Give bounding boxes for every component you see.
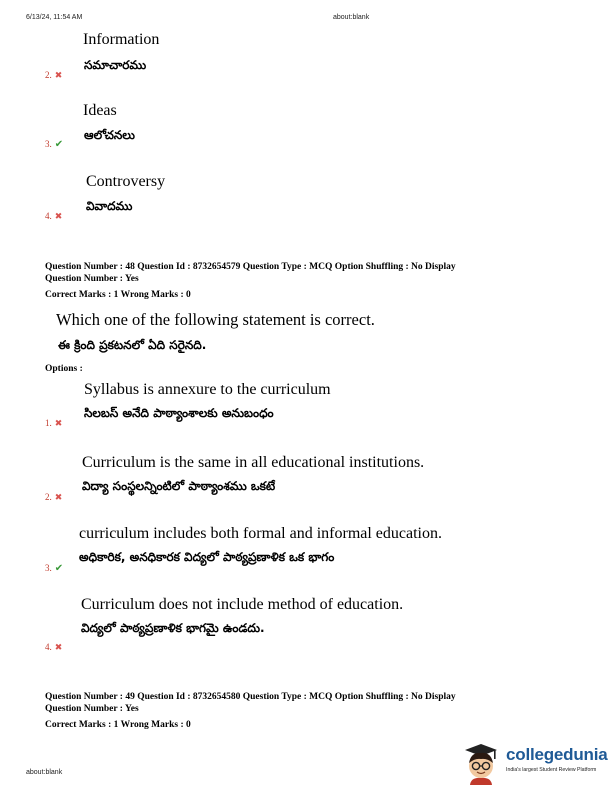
q48-question-english: Which one of the following statement is correct.: [56, 310, 375, 329]
q48-option-4-number: 4. ✖: [45, 642, 63, 653]
correct-check-icon: ✔: [54, 563, 64, 574]
q48-option-2-telugu: విద్యా సంస్థలన్నింటిలో పాఠ్యాంశము ఒకటే: [82, 479, 276, 493]
q48-option-3-number: 3. ✔: [45, 563, 64, 574]
print-url: about:blank: [333, 14, 370, 21]
q48-option-2-english: Curriculum is the same in all educational institutions.: [82, 454, 425, 471]
wrong-icon: ✖: [54, 419, 63, 429]
q49-meta-line2: Question Number : Yes: [45, 704, 139, 714]
q48-option-3-telugu: అధికారిక, అనధికారక విద్యలో పాఠ్యప్రణాళిక ఒక భాగం: [79, 550, 335, 564]
prev-option-3-telugu: ఆలోచనలు: [84, 128, 135, 142]
prev-option-4-english: Controversy: [86, 173, 166, 190]
q48-option-2-number: 2. ✖: [45, 492, 63, 503]
q48-option-1-number: 1. ✖: [45, 418, 63, 429]
q48-meta-line2: Question Number : Yes: [45, 274, 139, 284]
prev-option-4-number: 4. ✖: [45, 211, 63, 222]
q48-option-1-english: Syllabus is annexure to the curriculum: [84, 381, 331, 398]
logo-wordmark: collegedunia: [506, 745, 608, 764]
print-datetime: 6/13/24, 11:54 AM: [26, 14, 83, 21]
q48-question-telugu: ఈ క్రింది ప్రకటనలో ఏది సరైనది.: [58, 338, 207, 352]
prev-option-2-telugu: సమాచారము: [84, 58, 147, 72]
wrong-icon: ✖: [54, 71, 63, 81]
wrong-icon: ✖: [54, 212, 63, 222]
prev-option-4-telugu: వివాదము: [86, 199, 133, 213]
q48-option-4-english: Curriculum does not include method of education.: [81, 596, 404, 613]
q48-option-3-english: curriculum includes both formal and informal education.: [79, 525, 442, 542]
prev-option-3-english: Ideas: [83, 102, 117, 119]
prev-option-3-number: 3. ✔: [45, 139, 64, 150]
student-mascot-icon: [459, 741, 503, 785]
prev-option-2-english: Information: [83, 31, 160, 48]
prev-option-2-number: 2. ✖: [45, 70, 63, 81]
q49-meta-line1: Question Number : 49 Question Id : 8732654580 Question Type : MCQ Option Shuffling : No Display: [45, 692, 456, 702]
wrong-icon: ✖: [54, 493, 63, 503]
logo-tagline: India's largest Student Review Platform: [506, 767, 597, 773]
print-footer-url: about:blank: [26, 769, 63, 776]
q48-option-1-telugu: సిలబస్ అనేది పాఠ్యాంశాలకు అనుబంధం: [84, 406, 274, 420]
q48-meta-line1: Question Number : 48 Question Id : 8732654579 Question Type : MCQ Option Shuffling : No Display: [45, 262, 456, 272]
q48-options-label: Options :: [45, 364, 83, 374]
q48-option-4-telugu: విద్యలో పాఠ్యప్రణాళిక భాగమై ఉండదు.: [81, 621, 265, 635]
q49-meta-line3: Correct Marks : 1 Wrong Marks : 0: [45, 720, 191, 730]
wrong-icon: ✖: [54, 643, 63, 653]
correct-check-icon: ✔: [54, 139, 64, 150]
q48-meta-line3: Correct Marks : 1 Wrong Marks : 0: [45, 290, 191, 300]
collegedunia-logo: [459, 741, 609, 785]
